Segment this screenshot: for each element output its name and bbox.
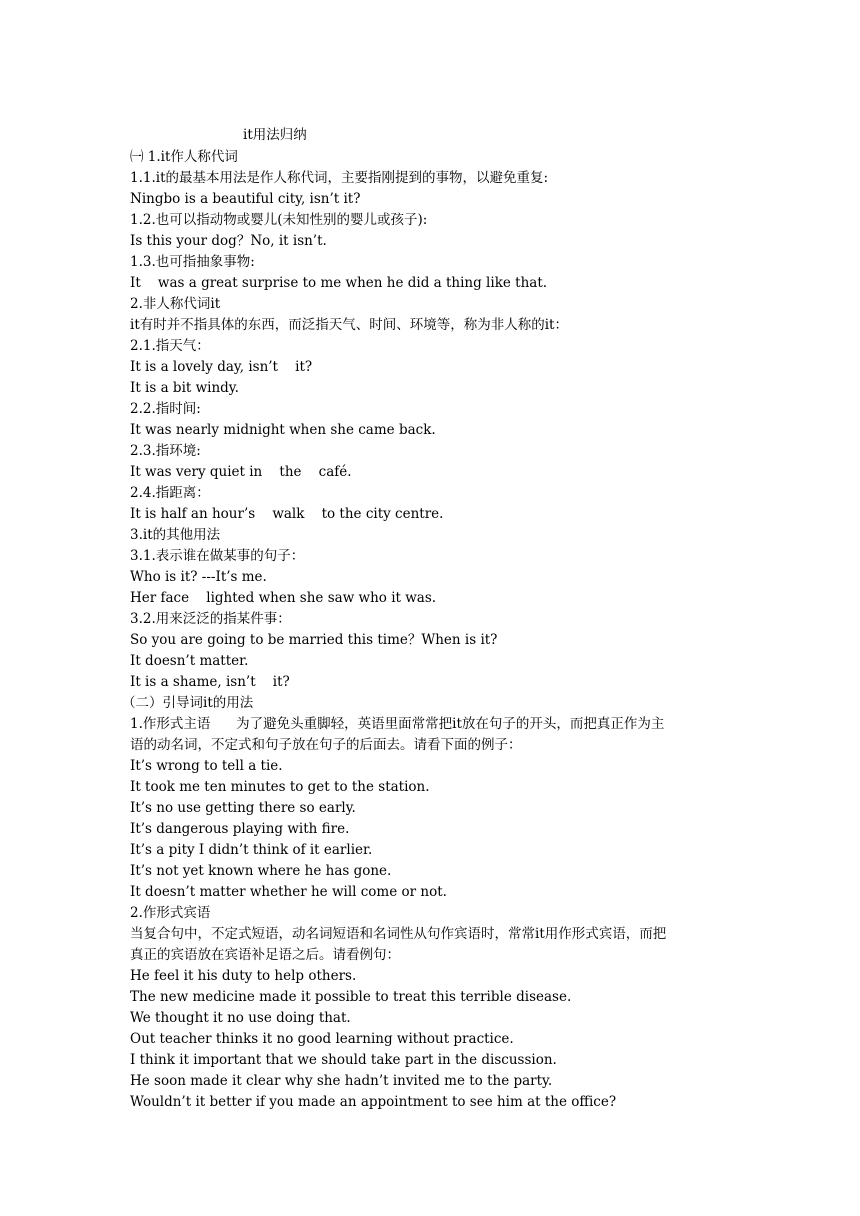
text-line: 2.2.指时间:: [130, 401, 201, 417]
text-line: 1.1.it的最基本用法是作人称代词，主要指刚提到的事物，以避免重复:: [130, 170, 549, 186]
text-line: It took me ten minutes to get to the station.: [130, 779, 430, 795]
text-line: It is a lovely day, isn’t it?: [130, 359, 313, 375]
text-line: Her face lighted when she saw who it was.: [130, 590, 437, 606]
text-line: So you are going to be married this time？When is it?: [130, 632, 498, 648]
text-line: 2.作形式宾语: [130, 905, 211, 921]
text-line: Ningbo is a beautiful city, isn’t it?: [130, 191, 361, 207]
text-line: It doesn’t matter whether he will come or not.: [130, 884, 447, 900]
text-line: It is a bit windy.: [130, 380, 239, 396]
text-line: He feel it his duty to help others.: [130, 968, 357, 984]
text-line: （二）引导词it的用法: [122, 695, 254, 711]
text-line: 1.2.也可以指动物或婴儿(未知性别的婴儿或孩子):: [130, 212, 428, 228]
text-line: 2.4.指距离：: [130, 485, 210, 501]
text-line: It doesn’t matter.: [130, 653, 249, 669]
text-line: 1.3.也可指抽象事物:: [130, 254, 255, 270]
text-line: 2.1.指天气：: [130, 338, 210, 354]
text-line: Wouldn’t it better if you made an appointment to see him at the office?: [130, 1094, 617, 1110]
text-line: The new medicine made it possible to treat this terrible disease.: [130, 989, 572, 1005]
document-title: it用法归纳: [243, 127, 307, 143]
document-body: [122, 147, 735, 1113]
text-line: Out teacher thinks it no good learning without practice.: [130, 1031, 514, 1047]
text-line: It was a great surprise to me when he did a thing like that.: [130, 275, 548, 291]
text-line: It was very quiet in the café.: [130, 464, 352, 480]
text-line: It is half an hour’s walk to the city centre.: [130, 506, 444, 522]
text-line: It’s no use getting there so early.: [130, 800, 356, 816]
text-line: 2.3.指环境:: [130, 443, 201, 459]
text-line: 1.作形式主语 为了避免头重脚轻，英语里面常常把it放在句子的开头，而把真正作为主: [130, 716, 665, 732]
text-line: it有时并不指具体的东西，而泛指天气、时间、环境等，称为非人称的it：: [130, 317, 568, 333]
text-line: 语的动名词，不定式和句子放在句子的后面去。请看下面的例子：: [130, 737, 522, 753]
text-line: It’s dangerous playing with fire.: [130, 821, 350, 837]
text-line: 真正的宾语放在宾语补足语之后。请看例句：: [130, 947, 400, 963]
text-line: 3.it的其他用法: [130, 527, 221, 543]
text-line: It’s a pity I didn’t think of it earlier.: [130, 842, 373, 858]
text-line: 3.1.表示谁在做某事的句子：: [130, 548, 305, 564]
text-line: It is a shame, isn’t it?: [130, 674, 290, 690]
text-line: Is this your dog？No, it isn’t.: [130, 233, 327, 249]
text-line: It’s wrong to tell a tie.: [130, 758, 283, 774]
text-line: It’s not yet known where he has gone.: [130, 863, 392, 879]
text-line: 当复合句中，不定式短语，动名词短语和名词性从句作宾语时，常常it用作形式宾语，而把: [130, 926, 667, 942]
text-line: We thought it no use doing that.: [130, 1010, 351, 1026]
text-line: 2.非人称代词it: [130, 296, 221, 312]
text-line: Who is it? ---It’s me.: [130, 569, 267, 585]
text-line: ㈠ 1.it作人称代词: [130, 149, 238, 165]
text-line: It was nearly midnight when she came back.: [130, 422, 436, 438]
text-line: He soon made it clear why she hadn’t invited me to the party.: [130, 1073, 553, 1089]
text-line: 3.2.用来泛泛的指某件事：: [130, 611, 291, 627]
text-line: I think it important that we should take part in the discussion.: [130, 1052, 557, 1068]
